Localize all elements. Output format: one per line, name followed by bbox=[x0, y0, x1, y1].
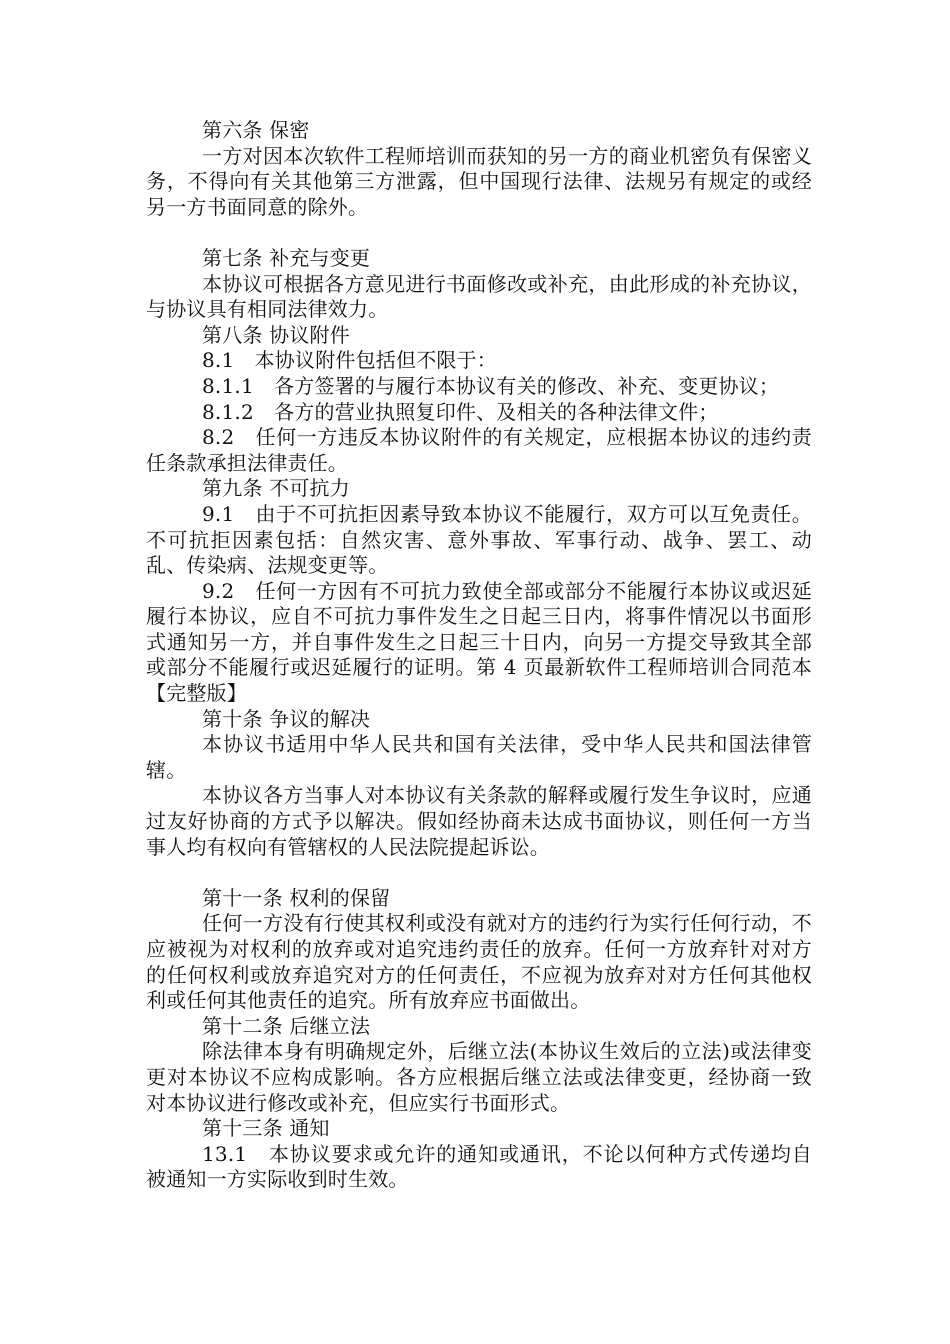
article-10-heading: 第十条 争议的解决 bbox=[202, 706, 371, 731]
article-11-heading: 第十一条 权利的保留 bbox=[202, 885, 391, 910]
article-6-text: 一方对因本次软件工程师培训而获知的另一方的商业机密负有保密义务，不得向有关其他第三方泄露，但中国现行法律、法规另有规定的或经另一方书面同意的除外。 bbox=[146, 143, 812, 219]
clause-13-1: 13.1 本协议要求或允许的通知或通讯，不论以何种方式传递均自被通知一方实际收到时生效。 bbox=[146, 1141, 812, 1192]
clause-9-1: 9.1 由于不可抗拒因素导致本协议不能履行，双方可以互免责任。不可抗拒因素包括：自然灾害、意外事故、军事行动、战争、罢工、动乱、传染病、法规变更等。 bbox=[146, 501, 812, 578]
article-8-heading: 第八条 协议附件 bbox=[202, 322, 350, 347]
blank-line bbox=[146, 860, 812, 886]
clause-8-1: 8.1 本协议附件包括但不限于： bbox=[202, 348, 498, 373]
article-10-text-2: 本协议各方当事人对本协议有关条款的解释或履行发生争议时，应通过友好协商的方式予以解决。假如经协商未达成书面协议，则任何一方当事人均有权向有管辖权的人民法院提起诉讼。 bbox=[146, 783, 812, 859]
article-10-text-1: 本协议书适用中华人民共和国有关法律，受中华人民共和国法律管辖。 bbox=[146, 732, 812, 782]
article-13-heading: 第十三条 通知 bbox=[202, 1116, 330, 1141]
article-12-heading: 第十二条 后继立法 bbox=[202, 1013, 371, 1038]
article-12-text: 除法律本身有明确规定外，后继立法(本协议生效后的立法)或法律变更对本协议不应构成影响。各方应根据后继立法或法律变更，经协商一致对本协议进行修改或补充，但应实行书面形式。 bbox=[146, 1039, 812, 1115]
blank-line bbox=[146, 220, 812, 246]
article-9-heading: 第九条 不可抗力 bbox=[202, 476, 350, 501]
document-body bbox=[146, 118, 812, 1193]
article-11-text: 任何一方没有行使其权利或没有就对方的违约行为实行任何行动，不应被视为对权利的放弃或对追究违约责任的放弃。任何一方放弃针对对方的任何权利或放弃追究对方的任何责任，不应视为放弃对对方任何其他权利或任何其他责任的追究。所有放弃应书面做出。 bbox=[146, 911, 812, 1013]
article-7-text: 本协议可根据各方意见进行书面修改或补充，由此形成的补充协议，与协议具有相同法律效力。 bbox=[146, 271, 812, 322]
article-7-heading: 第七条 补充与变更 bbox=[202, 245, 371, 270]
clause-8-1-2: 8.1.2 各方的营业执照复印件、及相关的各种法律文件； bbox=[202, 399, 719, 424]
article-6-heading: 第六条 保密 bbox=[202, 118, 310, 142]
clause-8-2: 8.2 任何一方违反本协议附件的有关规定，应根据本协议的违约责任条款承担法律责任。 bbox=[146, 425, 812, 475]
clause-9-2: 9.2 任何一方因有不可抗力致使全部或部分不能履行本协议或迟延履行本协议，应自不可抗力事件发生之日起三日内，将事件情况以书面形式通知另一方，并自事件发生之日起三十日内，向另一方提交导致其全部或部分不能履行或迟延履行的证明。第 4 页最新软件工程师培训合同范本【完整版】 bbox=[146, 578, 812, 706]
clause-8-1-1: 8.1.1 各方签署的与履行本协议有关的修改、补充、变更协议； bbox=[202, 373, 780, 398]
